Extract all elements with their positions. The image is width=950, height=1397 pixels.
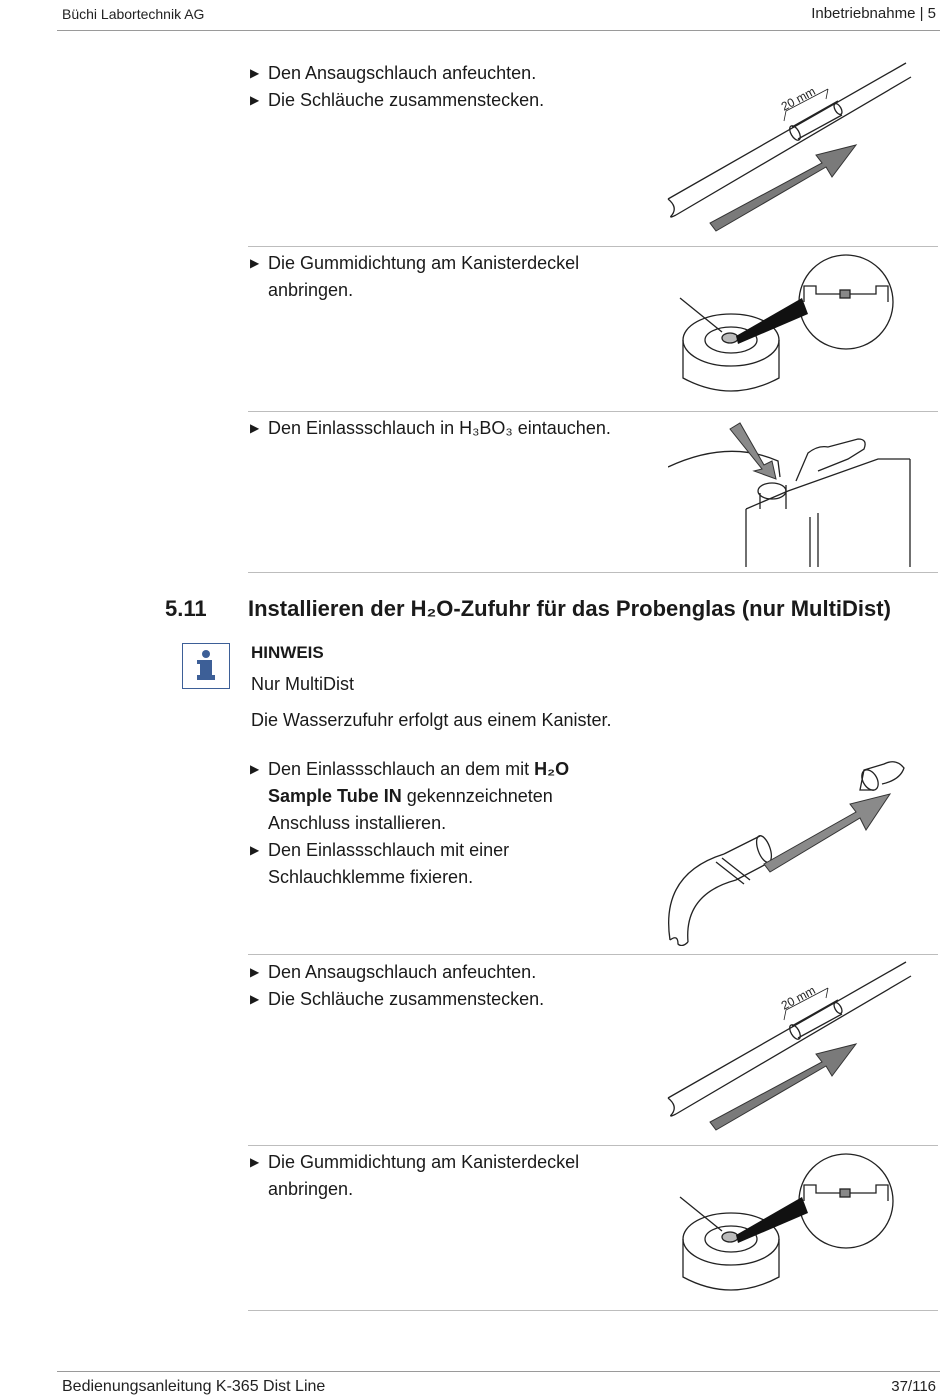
step-row-rubber-seal-1 [248, 246, 938, 412]
step-item: ▶ Die Schläuche zusammenstecken. [248, 87, 633, 114]
step-item: ▶ Die Gummidichtung am Kanisterdeckel anbringen. [248, 250, 633, 304]
step-text: Den Einlassschlauch an dem mit [268, 759, 535, 779]
step-list [248, 959, 633, 1013]
dimension-label: 20 mm [778, 983, 818, 1013]
step-list [248, 756, 633, 891]
header-divider [57, 30, 940, 31]
header-company: Büchi Labortechnik AG [62, 6, 205, 22]
step-row-boric-acid-1 [248, 411, 938, 573]
hose-clamp-illustration [664, 754, 914, 946]
section-title: Installieren der H₂O-Zufuhr für das Probenglas (nur MultiDist) [248, 596, 891, 621]
step-item: ▶ Den Einlassschlauch mit einer Schlauchklemme fixieren. [248, 837, 633, 891]
footer-divider [57, 1371, 940, 1372]
canister-lid-seal-illustration [676, 252, 898, 402]
step-item: ▶ Die Gummidichtung am Kanisterdeckel anbringen. [248, 1149, 633, 1203]
notice-title: HINWEIS [251, 643, 324, 662]
step-list [248, 60, 633, 114]
step-row-tube-connect-1 [248, 55, 938, 247]
footer-manual-title: Bedienungsanleitung K-365 Dist Line [62, 1378, 326, 1395]
header-chapter: Inbetriebnahme | 5 [811, 5, 936, 22]
tube-connect-illustration [666, 59, 916, 237]
footer-page-number: 37/116 [891, 1378, 936, 1395]
step-item: ▶ Die Schläuche zusammenstecken. [248, 986, 633, 1013]
step-item [248, 756, 633, 837]
dimension-label: 20 mm [778, 84, 818, 114]
canister-inlet-illustration [668, 419, 913, 567]
tube-connect-illustration [666, 958, 916, 1136]
step-list [248, 415, 633, 442]
step-item: ▶ Den Einlassschlauch in H₃BO₃ eintauchen. [248, 415, 633, 442]
step-list [248, 1149, 633, 1203]
step-item: ▶ Den Ansaugschlauch anfeuchten. [248, 60, 633, 87]
water-supply-paragraph: Die Wasserzufuhr erfolgt aus einem Kanister. [251, 710, 612, 730]
step-text: gekennzeichneten Anschluss installieren. [268, 786, 553, 833]
section-number: 5.11 [165, 596, 207, 621]
port-label: H₂O Sample Tube IN [268, 759, 570, 806]
canister-lid-seal-illustration [676, 1151, 898, 1301]
step-row-rubber-seal-2 [248, 1145, 938, 1311]
info-icon [182, 643, 230, 689]
step-row-sample-tube-in [248, 746, 938, 955]
step-list [248, 250, 633, 304]
step-item: ▶ Den Ansaugschlauch anfeuchten. [248, 959, 633, 986]
step-row-tube-connect-2 [248, 954, 938, 1146]
notice-text: Nur MultiDist [251, 674, 355, 694]
